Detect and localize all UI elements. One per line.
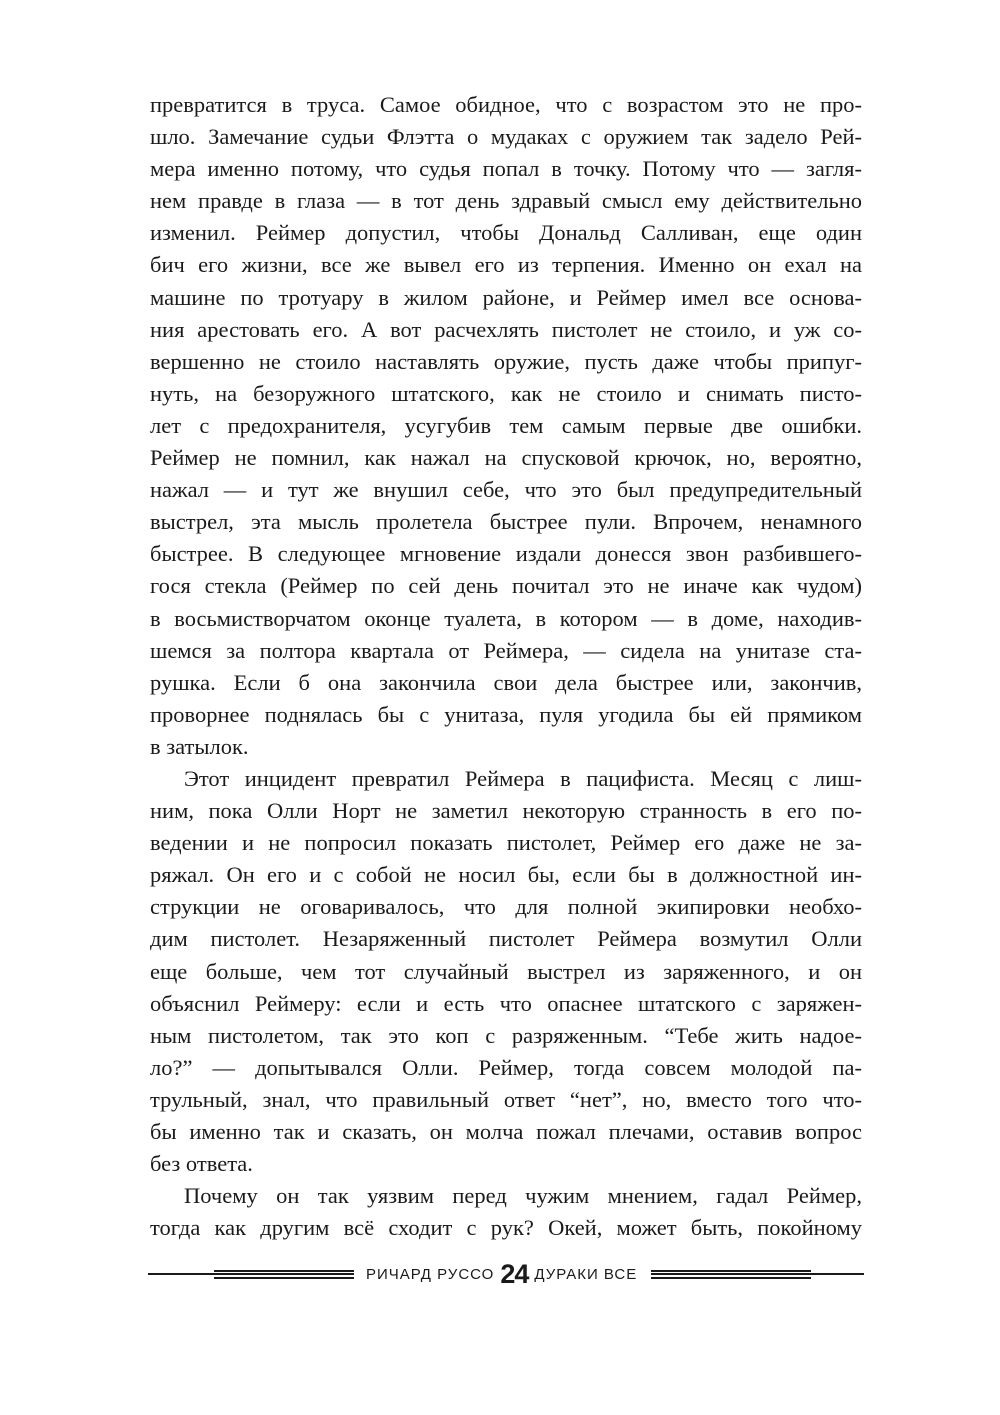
text-line: ло?” — допытывался Олли. Реймер, тогда совсем молодой па- bbox=[150, 1054, 862, 1080]
text-line: в восьмистворчатом оконце туалета, в котором — в доме, находив- bbox=[150, 605, 862, 631]
text-line: шло. Замечание судьи Флэтта о мудаках с оружием так задело Рей- bbox=[150, 124, 862, 150]
paragraph bbox=[150, 763, 862, 1180]
text-line: вершенно не стоило наставлять оружие, пусть даже чтобы припуг- bbox=[150, 348, 862, 374]
paragraph bbox=[150, 89, 862, 763]
footer-book-title: ДУРАКИ ВСЕ bbox=[534, 1265, 638, 1283]
text-line: ряжал. Он его и с собой не носил бы, если бы в должностной ин- bbox=[150, 862, 862, 888]
footer-rule bbox=[811, 1273, 864, 1275]
text-line: ведении и не попросил показать пистолет, Реймер его даже не за- bbox=[150, 830, 862, 856]
text-line: мера именно потому, что судья попал в точку. Потому что — загля- bbox=[150, 156, 862, 182]
text-line: ния арестовать его. А вот расчехлять пистолет не стоило, и уж со- bbox=[150, 316, 862, 342]
text-line: ним, пока Олли Норт не заметил некоторую странность в его по- bbox=[150, 798, 862, 824]
body-text bbox=[150, 89, 862, 1244]
text-line: нуть, на безоружного штатского, как не стоило и снимать писто- bbox=[150, 380, 862, 406]
text-line: в затылок. bbox=[150, 733, 249, 759]
text-line: еще больше, чем тот случайный выстрел из заряженного, и он bbox=[150, 958, 862, 984]
text-line: проворнее поднялась бы с унитаза, пуля угодила бы ей прямиком bbox=[150, 701, 862, 727]
text-line: Почему он так уязвим перед чужим мнением, гадал Реймер, bbox=[184, 1183, 862, 1209]
text-line: быстрее. В следующее мгновение издали донесся звон разбившего- bbox=[150, 541, 862, 567]
text-line: шемся за полтора квартала от Реймера, — сидела на унитазе ста- bbox=[150, 637, 862, 663]
text-line: трульный, знал, что правильный ответ “нет”, но, вместо того что- bbox=[150, 1086, 862, 1112]
page-number: 24 bbox=[500, 1258, 529, 1289]
paragraph bbox=[150, 1180, 862, 1244]
text-line: нажал — и тут же внушил себе, что это был предупредительный bbox=[150, 477, 862, 503]
text-line: ным пистолетом, так это коп с разряженным. “Тебе жить надое- bbox=[150, 1022, 862, 1048]
text-line: Реймер не помнил, как нажал на спусковой крючок, но, вероятно, bbox=[150, 445, 862, 471]
text-line: тогда как другим всё сходит с рук? Окей, может быть, покойному bbox=[150, 1215, 862, 1241]
footer-author: РИЧАРД РУССО bbox=[366, 1265, 495, 1283]
footer-rule bbox=[651, 1270, 811, 1279]
page-footer bbox=[148, 1258, 864, 1289]
text-line: рушка. Если б она закончила свои дела быстрее или, закончив, bbox=[150, 669, 862, 695]
text-line: Этот инцидент превратил Реймера в пацифиста. Месяц с лиш- bbox=[184, 765, 862, 791]
text-line: без ответа. bbox=[150, 1151, 253, 1177]
text-line: превратится в труса. Самое обидное, что с возрастом это не про- bbox=[150, 92, 862, 117]
footer-rule bbox=[214, 1270, 354, 1279]
text-line: изменил. Реймер допустил, чтобы Дональд Салливан, еще один bbox=[150, 220, 862, 246]
text-line: машине по тротуару в жилом районе, и Реймер имел все основа- bbox=[150, 284, 862, 310]
text-line: объяснил Реймеру: если и есть что опаснее штатского с заряжен- bbox=[150, 990, 862, 1016]
text-line: нем правде в глаза — в тот день здравый смысл ему действительно bbox=[150, 188, 862, 214]
text-line: выстрел, эта мысль пролетела быстрее пули. Впрочем, ненамного bbox=[150, 509, 862, 535]
text-line: бы именно так и сказать, он молча пожал плечами, оставив вопрос bbox=[150, 1119, 862, 1144]
text-line: струкции не оговаривалось, что для полной экипировки необхо- bbox=[150, 894, 862, 920]
text-line: гося стекла (Реймер по сей день почитал это не иначе как чудом) bbox=[150, 573, 862, 599]
text-line: лет с предохранителя, усугубив тем самым первые две ошибки. bbox=[150, 412, 862, 438]
text-line: бич его жизни, все же вывел его из терпения. Именно он ехал на bbox=[150, 252, 862, 278]
footer-rule bbox=[148, 1273, 214, 1275]
text-line: дим пистолет. Незаряженный пистолет Реймера возмутил Олли bbox=[150, 926, 862, 952]
